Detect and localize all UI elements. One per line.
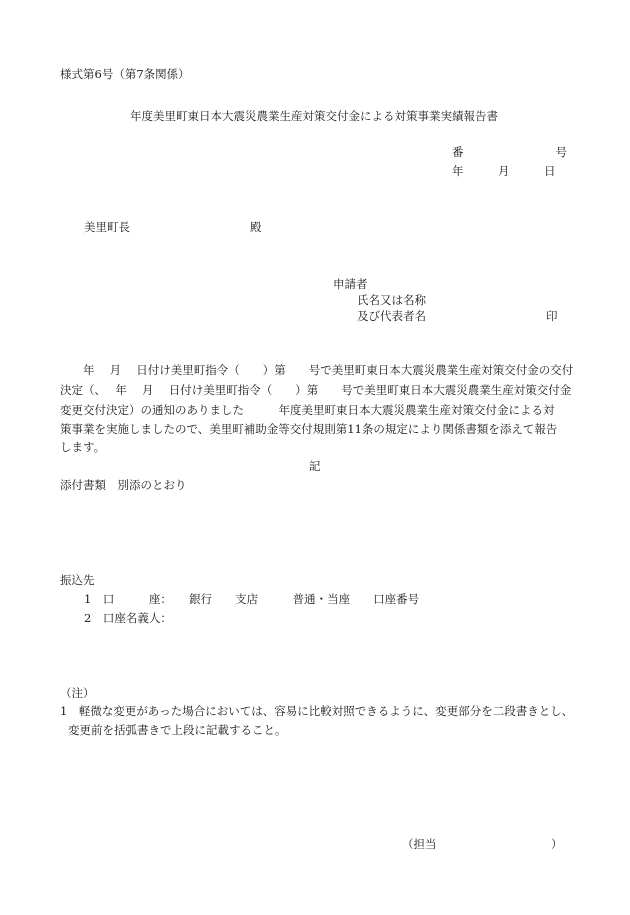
- transfer-holder-line: 2 口座名義人：: [84, 611, 172, 625]
- document-title: 年度美里町東日本大震災農業生産対策交付金による対策事業実績報告書: [130, 109, 498, 123]
- notes-heading: （注）: [60, 686, 95, 700]
- transfer-account-line: 1 口 座： 銀行 支店 普通・当座 口座番号: [84, 592, 420, 606]
- notes-line-1: 1 軽微な変更があった場合においては、容易に比較対照できるように、変更部分を二段書きとし、: [60, 704, 574, 718]
- form-label: 様式第6号（第7条関係）: [60, 67, 190, 81]
- number-label: 番 号: [452, 145, 567, 159]
- applicant-representative-label: 及び代表者名: [357, 309, 426, 323]
- applicant-heading: 申請者: [333, 277, 368, 291]
- body-line-2: 決定（、 年 月 日付け美里町指令（ ）第 号で美里町東日本大震災農業生産対策交付金: [60, 383, 572, 397]
- body-line-4: 策事業を実施しましたので、美里町補助金等交付規則第11条の規定により関係書類を添えて報告: [60, 422, 558, 436]
- date-label: 年 月 日: [452, 164, 556, 178]
- applicant-name-label: 氏名又は名称: [357, 293, 426, 307]
- body-line-5: します。: [60, 440, 106, 454]
- seal-mark: 印: [546, 309, 558, 323]
- contact-close: ）: [551, 837, 563, 851]
- transfer-heading: 振込先: [60, 573, 95, 587]
- contact-open: （担当: [402, 837, 437, 851]
- body-line-3: 変更交付決定）の通知のありました 年度美里町東日本大震災農業生産対策交付金による対: [60, 403, 555, 417]
- honorific: 殿: [250, 220, 262, 234]
- ki-mark: 記: [309, 459, 321, 473]
- body-line-1: 年 月 日付け美里町指令（ ）第 号で美里町東日本大震災農業生産対策交付金の交付: [60, 363, 574, 377]
- addressee: 美里町長: [84, 220, 130, 234]
- notes-line-2: 変更前を括弧書きで上段に記載すること。: [68, 723, 287, 737]
- attachments: 添付書類 別添のとおり: [60, 478, 187, 492]
